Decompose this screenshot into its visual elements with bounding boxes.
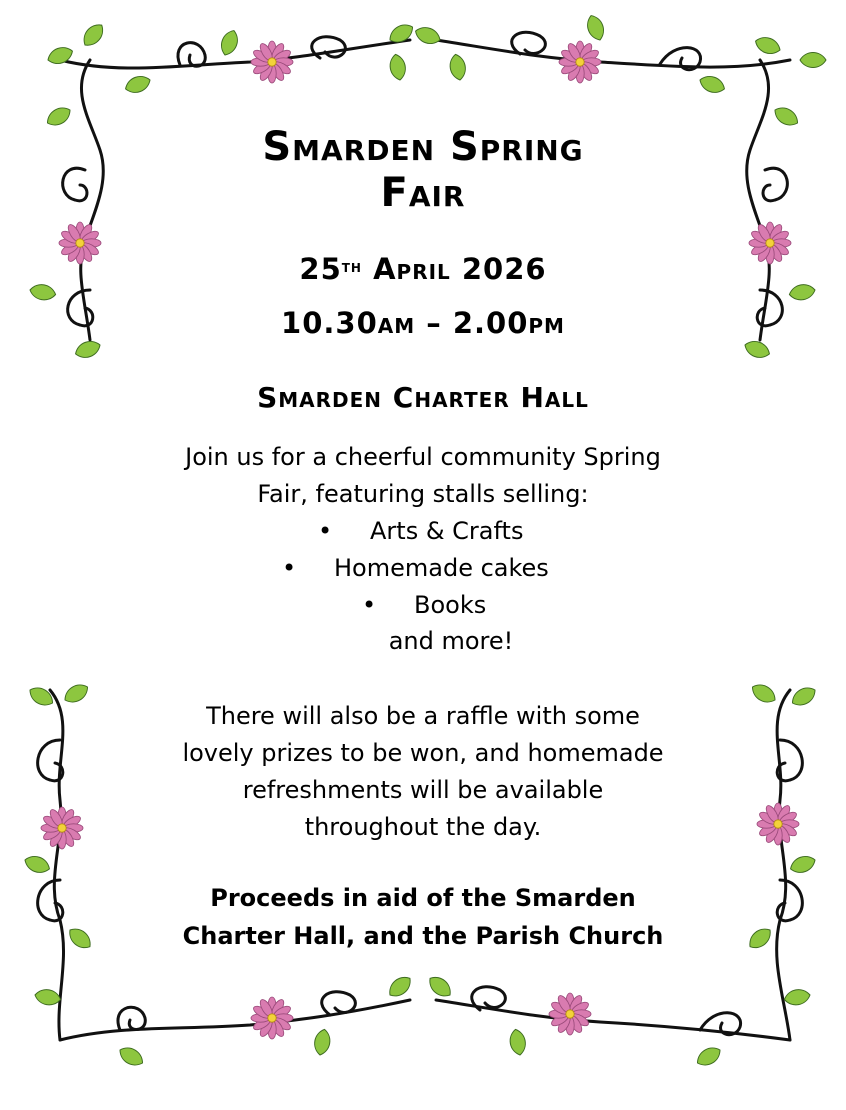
event-venue: Smarden Charter Hall	[257, 381, 589, 414]
raffle-line2: lovely prizes to be won, and homemade	[182, 739, 664, 767]
raffle-line4: throughout the day.	[304, 813, 542, 841]
stall-item-homemade-cakes	[282, 550, 549, 587]
bullet: •	[318, 517, 333, 545]
fair-title-line2: Fair	[380, 170, 466, 216]
raffle-line3: refreshments will be available	[242, 776, 604, 804]
event-date	[0, 252, 846, 286]
stall-label: Homemade cakes	[334, 554, 549, 582]
stall-label: Books	[414, 591, 487, 619]
fair-title-line1: Smarden Spring	[262, 124, 584, 170]
proceeds-line2: Charter Hall, and the Parish Church	[182, 922, 664, 950]
intro-line2: Fair, featuring stalls selling:	[257, 480, 589, 508]
proceeds-line1: Proceeds in aid of the Smarden	[210, 884, 636, 912]
date-month-year: April 2026	[373, 252, 547, 286]
bullet: •	[282, 554, 297, 582]
date-day: 25	[299, 252, 342, 286]
stall-label: Arts & Crafts	[370, 517, 524, 545]
intro-line1: Join us for a cheerful community Spring	[185, 443, 661, 471]
bullet: •	[362, 591, 377, 619]
stall-item-books	[362, 587, 486, 624]
event-time: 10.30am – 2.00pm	[281, 306, 565, 340]
stall-item-arts-crafts	[318, 513, 523, 550]
date-suffix: th	[341, 257, 362, 277]
and-more-text: and more!	[388, 627, 514, 655]
raffle-line1: There will also be a raffle with some	[206, 702, 640, 730]
